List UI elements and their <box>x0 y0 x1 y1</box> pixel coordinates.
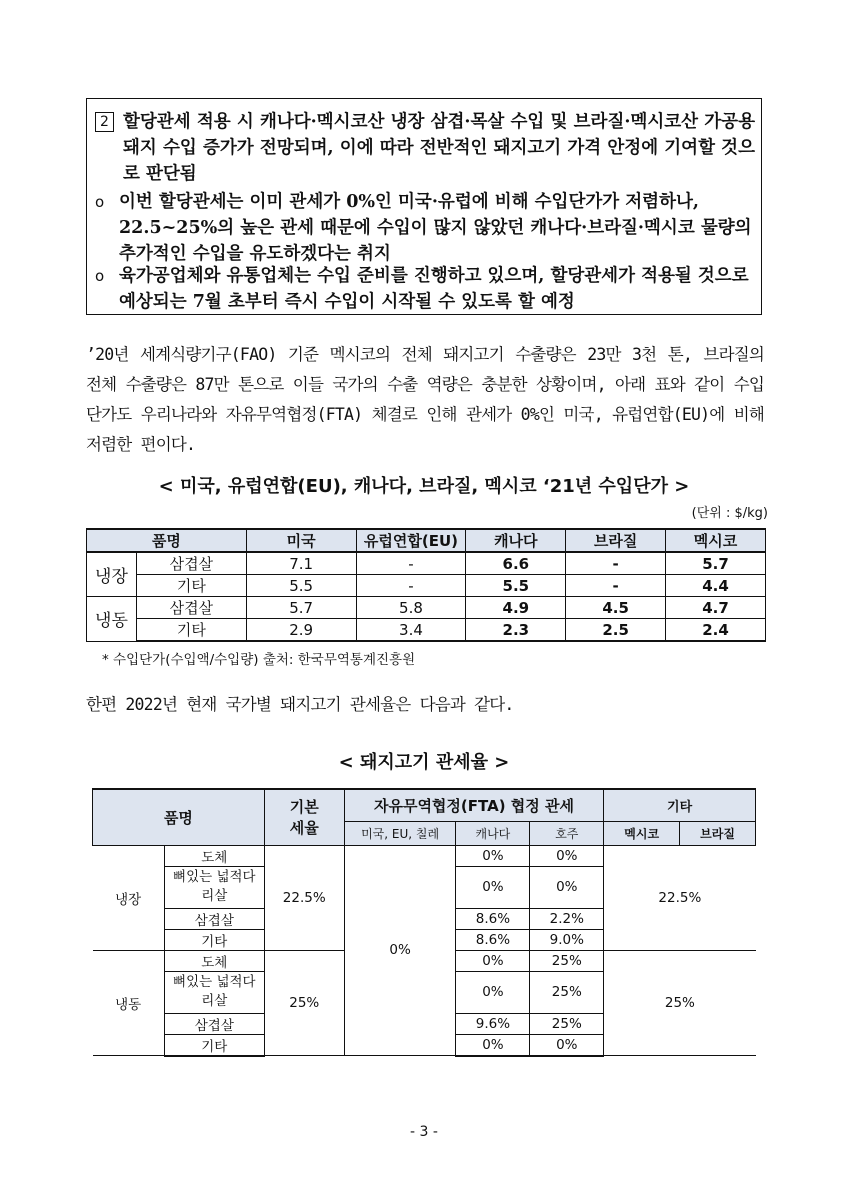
value-cell: 5.5 <box>466 575 566 597</box>
table-row <box>87 619 766 642</box>
item-text: 뼈있는 넓적다리살 <box>173 869 256 904</box>
header-line: 기본 <box>289 798 319 817</box>
header-cell: 브라질 <box>680 821 756 845</box>
header-cell: 캐나다 <box>456 821 530 845</box>
table-row <box>87 575 766 597</box>
value-cell: 4.7 <box>666 597 766 619</box>
value-cell: - <box>356 552 466 575</box>
item-cell <box>164 971 264 1013</box>
header-cell: 호주 <box>530 821 604 845</box>
header-cell: 자유무역협정(FTA) 협정 관세 <box>344 789 604 821</box>
table-row <box>93 845 756 866</box>
base-rate-cell: 22.5% <box>264 845 344 950</box>
header-cell: 브라질 <box>566 529 666 552</box>
value-cell: 5.7 <box>666 552 766 575</box>
item-cell: 삼겹살 <box>136 597 246 619</box>
value-cell: 0% <box>456 1034 530 1056</box>
other-rate-cell: 25% <box>604 950 756 1056</box>
table-header-row <box>93 789 756 821</box>
summary-box <box>86 98 762 315</box>
value-cell: 4.9 <box>466 597 566 619</box>
header-cell: 품명 <box>93 789 265 845</box>
value-cell: 5.8 <box>356 597 466 619</box>
value-cell: 0% <box>530 1034 604 1056</box>
bullet-mark: o <box>95 267 105 285</box>
header-cell: 멕시코 <box>666 529 766 552</box>
value-cell: 4.4 <box>666 575 766 597</box>
section-heading-text: 할당관세 적용 시 캐나다·멕시코산 냉장 삼겹·목살 수입 및 브라질·멕시코산 가공용 돼지 수입 증가가 전망되며, 이에 따라 전반적인 돼지고기 가격 안정에 기여할 것으로 판단됨 <box>123 112 755 184</box>
table-caption: < 돼지고기 관세율 > <box>338 752 510 773</box>
value-cell: 6.6 <box>466 552 566 575</box>
value-cell: 0% <box>530 845 604 866</box>
value-cell: 5.7 <box>246 597 356 619</box>
bullet-text: 이번 할당관세는 이미 관세가 0%인 미국·유럽에 비해 수입단가가 저렴하나, 22.5~25%의 높은 관세 때문에 수입이 많지 않았던 캐나다·브라질·멕시코 물량의 추가적인 수입을 유도하겠다는 취지 <box>119 192 752 264</box>
header-cell: 품명 <box>87 529 247 552</box>
value-cell: 8.6% <box>456 929 530 950</box>
value-cell: 9.6% <box>456 1013 530 1034</box>
table-caption: < 미국, 유럽연합(EU), 캐나다, 브라질, 멕시코 ‘21년 수입단가 > <box>158 476 690 497</box>
table-header-row <box>87 529 766 552</box>
value-cell: - <box>566 552 666 575</box>
item-cell <box>164 866 264 908</box>
value-cell: 0% <box>456 866 530 908</box>
value-cell: 4.5 <box>566 597 666 619</box>
item-cell: 삼겹살 <box>164 908 264 929</box>
body-paragraph: ’20년 세계식량기구(FAO) 기준 멕시코의 전체 돼지고기 수출량은 23만 3천 톤, 브라질의 전체 수출량은 87만 톤으로 이들 국가의 수출 역량은 충분한 상황이며, 아래 표와 같이 수입단가도 우리나라와 자유무역협정(FTA) 체결로 인해 관세가 0%인 미국, 유럽연합(EU)에 비해 저렴한 편이다. <box>86 345 764 454</box>
value-cell: 25% <box>530 971 604 1013</box>
item-cell: 도체 <box>164 845 264 866</box>
value-cell: 2.2% <box>530 908 604 929</box>
value-cell: 2.9 <box>246 619 356 642</box>
item-cell: 삼겹살 <box>164 1013 264 1034</box>
bullet-mark: o <box>95 193 105 211</box>
value-cell: 2.3 <box>466 619 566 642</box>
value-cell: 0% <box>456 971 530 1013</box>
table-source-note: * 수입단가(수입액/수입량) 출처: 한국무역통계진흥원 <box>102 652 416 668</box>
group-cell: 냉장 <box>87 552 137 597</box>
value-cell: - <box>356 575 466 597</box>
value-cell: 7.1 <box>246 552 356 575</box>
header-cell: 미국 <box>246 529 356 552</box>
header-cell: 미국, EU, 칠레 <box>344 821 456 845</box>
item-cell: 도체 <box>164 950 264 971</box>
value-cell: 0% <box>456 845 530 866</box>
section-number: 2 <box>95 112 114 132</box>
value-cell: 8.6% <box>456 908 530 929</box>
tariff-table <box>92 788 756 1057</box>
value-cell: 9.0% <box>530 929 604 950</box>
value-cell: 2.5 <box>566 619 666 642</box>
other-rate-cell: 22.5% <box>604 845 756 950</box>
value-cell: 25% <box>530 1013 604 1034</box>
bullet-item <box>95 189 755 267</box>
item-cell: 기타 <box>164 929 264 950</box>
header-cell: 기타 <box>604 789 756 821</box>
header-cell: 캐나다 <box>466 529 566 552</box>
page-number: - 3 - <box>410 1124 438 1140</box>
item-cell: 기타 <box>164 1034 264 1056</box>
value-cell: 0% <box>530 866 604 908</box>
value-cell: - <box>566 575 666 597</box>
value-cell: 5.5 <box>246 575 356 597</box>
header-cell: 멕시코 <box>604 821 680 845</box>
value-cell: 0% <box>456 950 530 971</box>
fta-us-cell: 0% <box>344 845 456 1056</box>
section-heading <box>95 109 755 187</box>
item-cell: 삼겹살 <box>136 552 246 575</box>
import-price-table <box>86 528 766 642</box>
base-rate-cell: 25% <box>264 950 344 1056</box>
body-paragraph: 한편 2022년 현재 국가별 돼지고기 관세율은 다음과 같다. <box>86 695 514 714</box>
table-row <box>87 552 766 575</box>
group-cell: 냉동 <box>93 950 165 1056</box>
group-cell: 냉장 <box>93 845 165 950</box>
header-line: 세율 <box>289 819 319 838</box>
item-text: 뼈있는 넓적다리살 <box>173 974 256 1009</box>
header-cell: 유럽연합(EU) <box>356 529 466 552</box>
table-unit: (단위 : $/kg) <box>691 506 768 521</box>
value-cell: 3.4 <box>356 619 466 642</box>
value-cell: 2.4 <box>666 619 766 642</box>
header-cell <box>264 789 344 845</box>
bullet-item <box>95 263 755 315</box>
bullet-text: 육가공업체와 유통업체는 수입 준비를 진행하고 있으며, 할당관세가 적용될 것으로 예상되는 7월 초부터 즉시 수입이 시작될 수 있도록 할 예정 <box>119 266 749 312</box>
item-cell: 기타 <box>136 575 246 597</box>
table-row <box>87 597 766 619</box>
group-cell: 냉동 <box>87 597 137 642</box>
value-cell: 25% <box>530 950 604 971</box>
item-cell: 기타 <box>136 619 246 642</box>
